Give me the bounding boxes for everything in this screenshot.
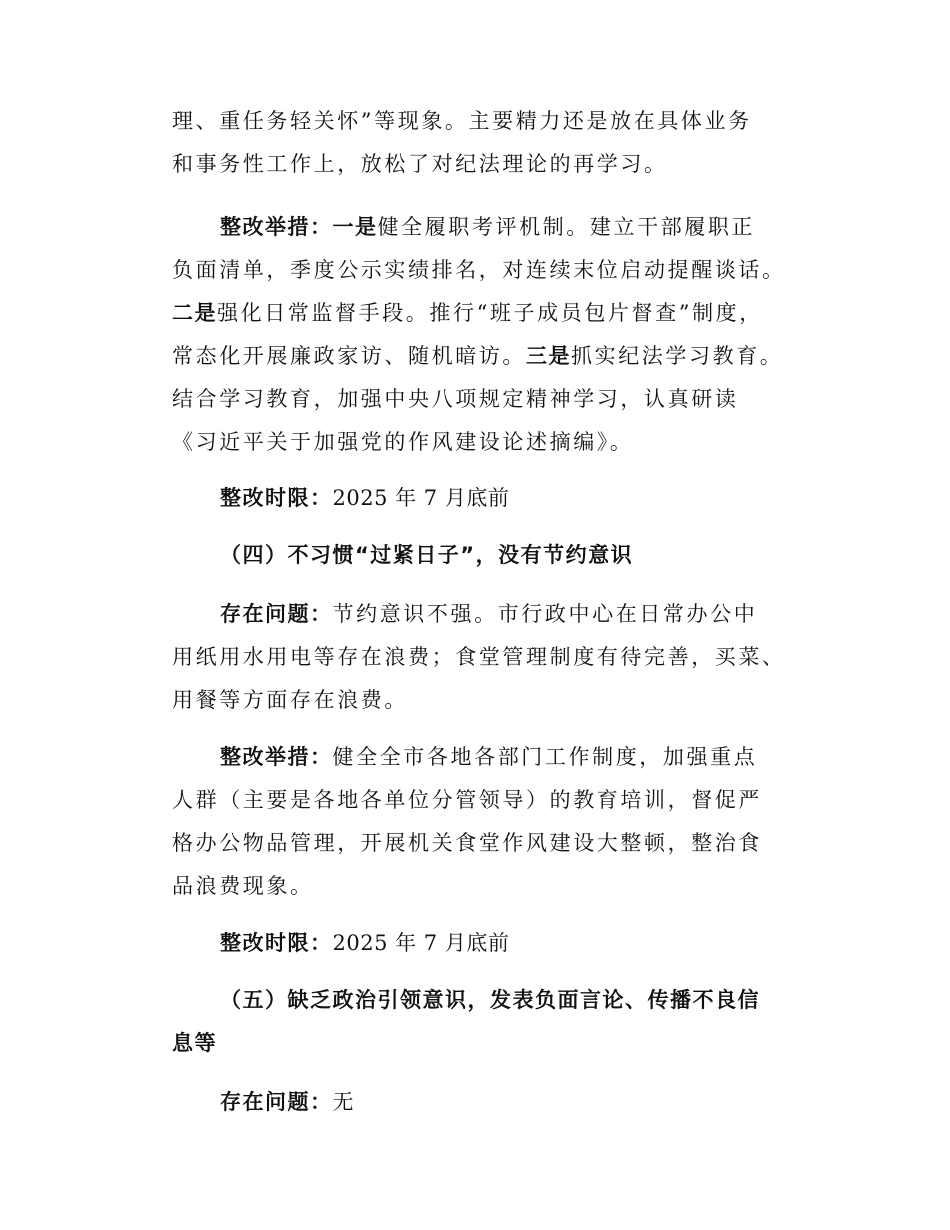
item-number: 二是 [172,301,217,325]
text-span: 常态化开展廉政家访、随机暗访。 [172,344,526,368]
text-line: 负面清单，季度公示实绩排名，对连续末位启动提醒谈话。 [172,258,786,282]
text-span: 无 [332,1090,357,1114]
text-line [172,922,812,965]
item-number: 三是 [526,344,571,368]
deadline-paragraph [172,477,812,520]
text-span: 健全全市各地各部门工作制度，加强重点 [332,745,758,769]
paragraph-continuation [172,100,812,186]
text-line: 人群（主要是各地各单位分管领导）的教育培训，督促严 [172,788,762,812]
text-line [172,206,812,249]
text-line [172,593,812,636]
deadline-text: 2025 年 7 月底前 [332,486,510,510]
heading-text: （五）缺乏政治引领意识，发表负面言论、传播不良信 [220,988,760,1012]
section-label: 存在问题： [220,602,333,626]
text-line [172,477,812,520]
existing-problems-paragraph [172,1081,812,1124]
text-line [172,292,812,335]
text-span: 强化日常监督手段。推行“班子成员包片督查”制度， [217,301,763,325]
deadline-text: 2025 年 7 月底前 [332,931,510,955]
section-label: 整改举措： [220,745,333,769]
section-label: 整改时限： [220,931,333,955]
section-heading-4 [172,534,812,577]
text-line: 格办公物品管理，开展机关食堂作风建设大整顿，整治食 [172,831,762,855]
existing-problems-paragraph [172,593,812,722]
rectification-measures-paragraph [172,736,812,908]
rectification-measures-paragraph [172,206,812,464]
text-span: 抓实纪法学习教育。 [571,344,784,368]
text-line [172,1081,812,1124]
heading-text: 息等 [172,1031,217,1055]
section-label: 存在问题： [220,1090,333,1114]
text-line: 品浪费现象。 [172,874,314,898]
text-line: 理、重任务轻关怀”等现象。主要精力还是放在具体业务 [172,109,752,133]
section-heading-5 [172,979,812,1065]
item-number: 一是 [332,215,378,239]
heading-text: （四）不习惯“过紧日子”，没有节约意识 [220,543,634,567]
text-line: 结合学习教育，加强中央八项规定精神学习，认真研读 [172,387,739,411]
section-label: 整改时限： [220,486,333,510]
text-span: 健全履职考评机制。建立干部履职正 [377,215,756,239]
text-line [172,335,812,378]
text-line: 《习近平关于加强党的作风建设论述摘编》。 [172,430,634,454]
text-span: 节约意识不强。市行政中心在日常办公中 [332,602,758,626]
text-line: 和事务性工作上，放松了对纪法理论的再学习。 [172,152,668,176]
text-line: 用纸用水用电等存在浪费；食堂管理制度有待完善，买菜、 [172,645,786,669]
text-line [172,736,812,779]
text-line: 用餐等方面存在浪费。 [172,688,408,712]
section-label: 整改举措： [220,215,333,239]
deadline-paragraph [172,922,812,965]
